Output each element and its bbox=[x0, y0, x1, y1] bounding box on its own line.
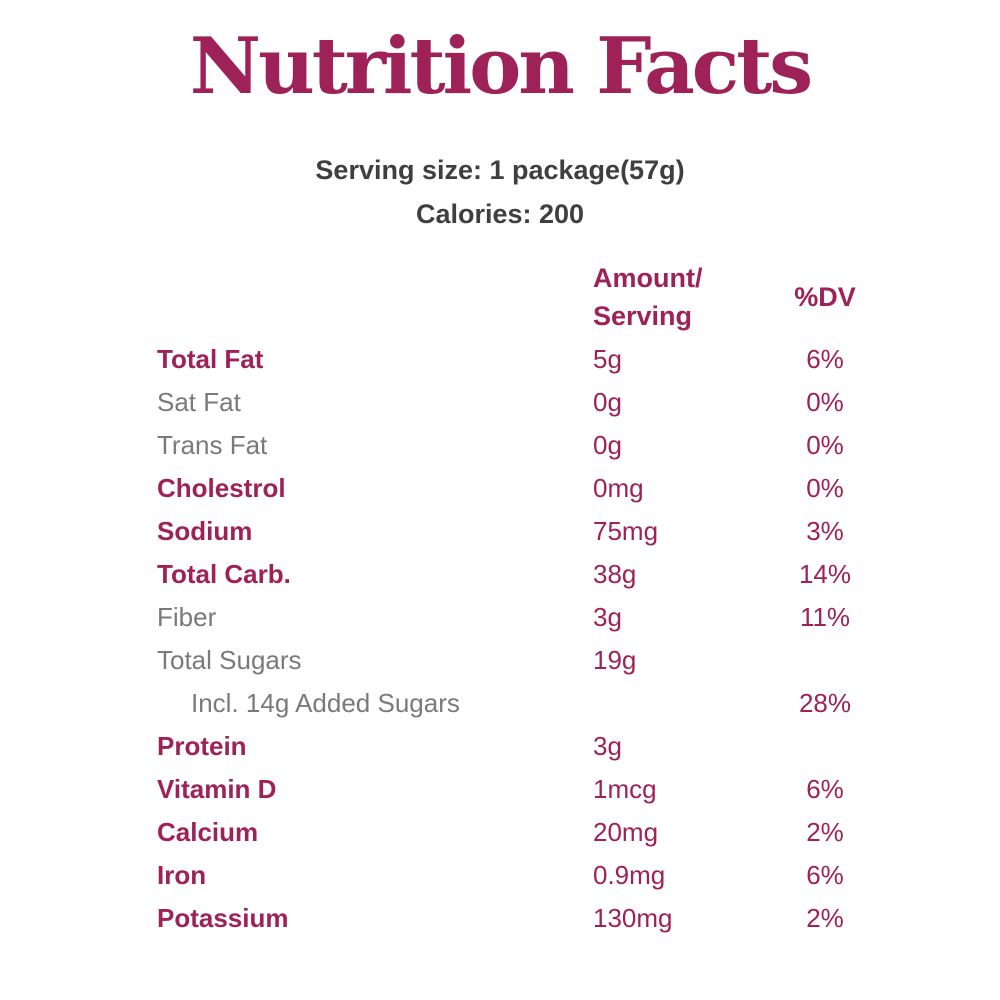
table-header-row bbox=[157, 256, 890, 338]
nutrient-label: Fiber bbox=[157, 602, 217, 632]
table-row bbox=[157, 596, 890, 639]
nutrient-label: Potassium bbox=[157, 903, 289, 933]
dv-value: 28% bbox=[798, 688, 852, 718]
header-dv: %DV bbox=[794, 281, 856, 312]
table-row bbox=[157, 682, 890, 725]
subtitle-block bbox=[0, 148, 1000, 236]
dv-value: 6% bbox=[806, 860, 844, 890]
nutrition-table bbox=[157, 256, 890, 940]
amount-value: 3g bbox=[593, 602, 622, 632]
table-row bbox=[157, 811, 890, 854]
amount-value: 75mg bbox=[593, 516, 659, 546]
amount-value: 0.9mg bbox=[593, 860, 666, 890]
table-row bbox=[157, 725, 890, 768]
amount-value: 38g bbox=[593, 559, 637, 589]
dv-value: 2% bbox=[806, 817, 844, 847]
amount-value: 20mg bbox=[593, 817, 659, 847]
amount-value: 1mcg bbox=[593, 774, 657, 804]
nutrition-table-body bbox=[157, 338, 890, 940]
amount-value: 0g bbox=[593, 430, 622, 460]
amount-value: 130mg bbox=[593, 903, 673, 933]
table-row bbox=[157, 768, 890, 811]
dv-value: 0% bbox=[806, 387, 844, 417]
page-title: Nutrition Facts bbox=[189, 21, 811, 112]
header-amount-line1: Amount/ bbox=[593, 263, 703, 293]
table-row bbox=[157, 338, 890, 381]
nutrient-label: Iron bbox=[157, 860, 207, 890]
nutrient-label: Total Carb. bbox=[157, 559, 291, 589]
table-row bbox=[157, 424, 890, 467]
table-row bbox=[157, 897, 890, 940]
table-row bbox=[157, 510, 890, 553]
nutrient-label: Calcium bbox=[157, 817, 259, 847]
dv-value: 3% bbox=[806, 516, 844, 546]
table-row bbox=[157, 381, 890, 424]
amount-value: 0mg bbox=[593, 473, 644, 503]
dv-value: 6% bbox=[806, 344, 844, 374]
table-row bbox=[157, 467, 890, 510]
nutrient-label: Sat Fat bbox=[157, 387, 241, 417]
dv-value: 14% bbox=[798, 559, 852, 589]
amount-value: 19g bbox=[593, 645, 637, 675]
nutrient-label: Vitamin D bbox=[157, 774, 277, 804]
header-amount-line2: Serving bbox=[593, 301, 693, 331]
amount-value: 3g bbox=[593, 731, 622, 761]
nutrient-label: Total Fat bbox=[157, 344, 264, 374]
calories-line: Calories: 200 bbox=[415, 199, 585, 229]
table-row bbox=[157, 639, 890, 682]
amount-value: 0g bbox=[593, 387, 622, 417]
amount-value: 5g bbox=[593, 344, 622, 374]
nutrient-label: Incl. 14g Added Sugars bbox=[191, 688, 460, 718]
nutrient-label: Protein bbox=[157, 731, 247, 761]
dv-value: 0% bbox=[806, 430, 844, 460]
dv-value: 2% bbox=[806, 903, 844, 933]
nutrient-label: Sodium bbox=[157, 516, 253, 546]
dv-value: 6% bbox=[806, 774, 844, 804]
dv-value: 11% bbox=[799, 602, 851, 632]
header-amount-serving bbox=[593, 259, 760, 335]
nutrient-label: Trans Fat bbox=[157, 430, 268, 460]
table-row bbox=[157, 854, 890, 897]
nutrient-label: Cholestrol bbox=[157, 473, 286, 503]
nutrient-label: Total Sugars bbox=[157, 645, 302, 675]
table-row bbox=[157, 553, 890, 596]
serving-size-line: Serving size: 1 package(57g) bbox=[315, 155, 685, 185]
dv-value: 0% bbox=[806, 473, 844, 503]
